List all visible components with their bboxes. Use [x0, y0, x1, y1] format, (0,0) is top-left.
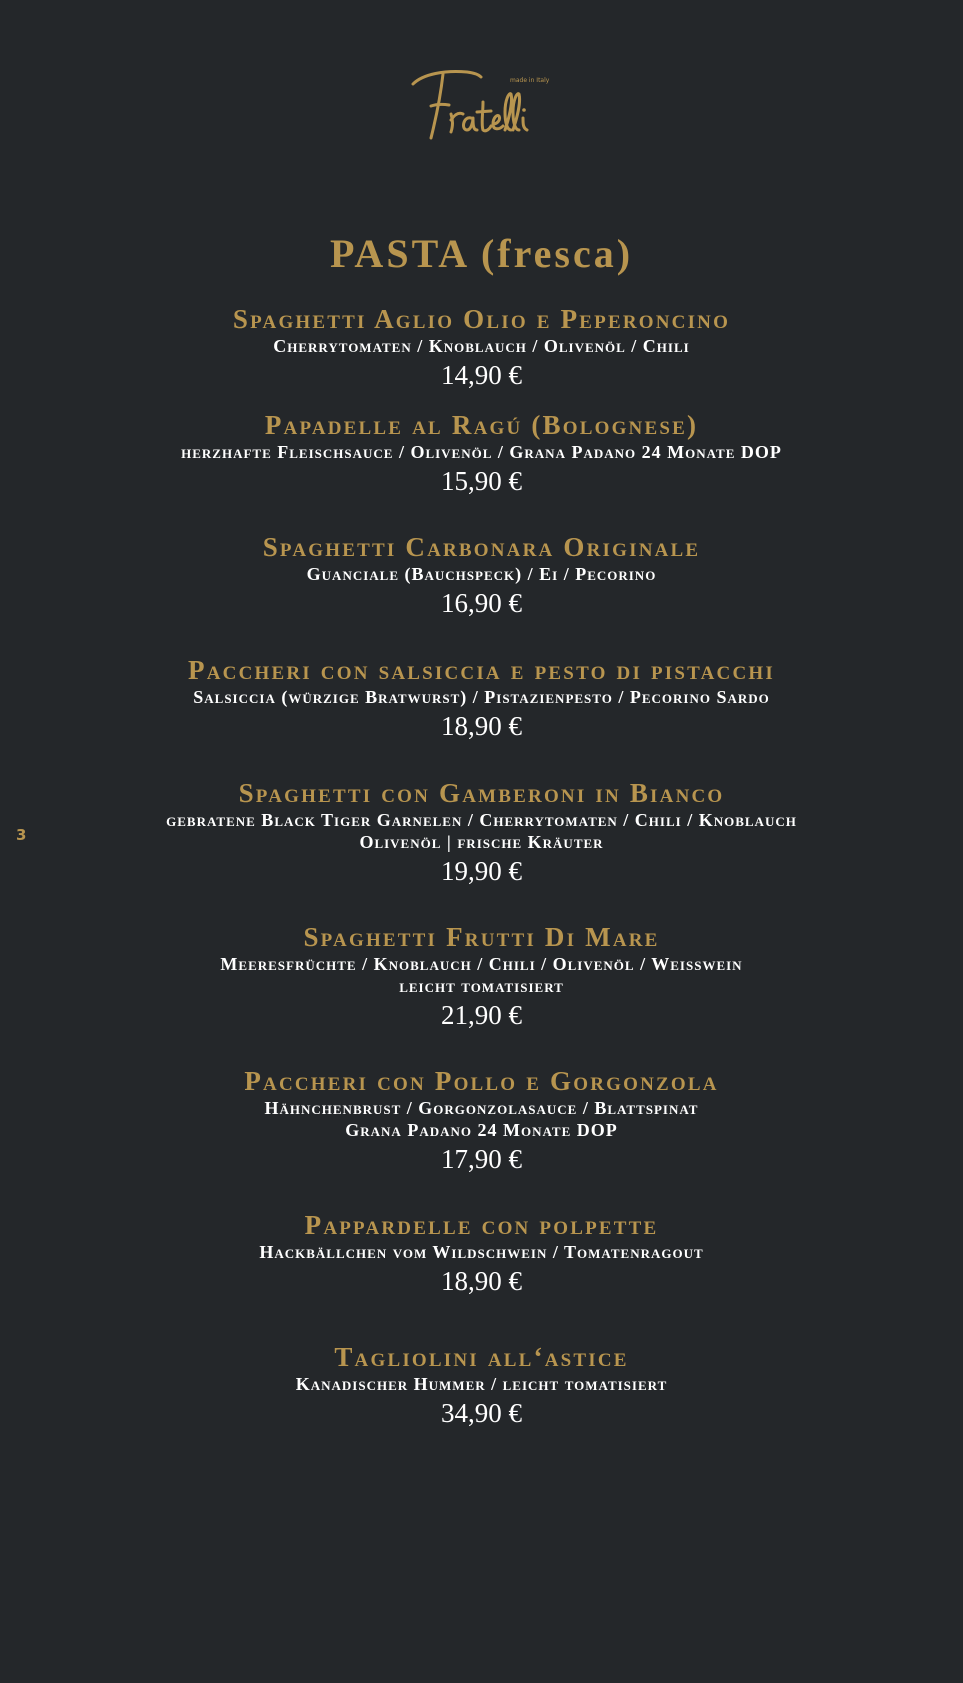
item-price: 17,90 €: [441, 1144, 522, 1174]
item-name: Spaghetti Carbonara Originale: [262, 532, 701, 562]
item-description: Meeresfrüchte / Knoblauch / Chili / Olivenöl / Weisswein: [220, 954, 743, 974]
item-description: Grana Padano 24 Monate DOP: [345, 1120, 618, 1140]
item-name: Pappardelle con polpette: [304, 1210, 659, 1240]
item-name: Spaghetti Frutti Di Mare: [303, 922, 660, 952]
item-name: Paccheri con salsiccia e pesto di pistacchi: [188, 655, 775, 685]
item-name: Spaghetti Aglio Olio e Peperoncino: [232, 304, 731, 334]
item-price: 19,90 €: [441, 856, 522, 886]
item-description: herzhafte Fleischsauce / Olivenöl / Grana Padano 24 Monate DOP: [181, 442, 782, 462]
item-description: Hackbällchen vom Wildschwein / Tomatenragout: [259, 1242, 704, 1262]
brand-tagline: made in Italy: [510, 77, 550, 84]
menu-item: [0, 1341, 963, 1429]
item-price: 18,90 €: [441, 1266, 522, 1296]
menu-item: [0, 654, 963, 742]
item-price: 18,90 €: [441, 711, 522, 741]
item-description: leicht tomatisiert: [399, 976, 564, 996]
page-number: 3: [16, 826, 27, 844]
item-name: Papadelle al Ragú (Bolognese): [264, 410, 699, 440]
item-price: 14,90 €: [441, 360, 522, 390]
item-description: gebratene Black Tiger Garnelen / Cherrytomaten / Chili / Knoblauch: [166, 810, 797, 830]
item-price: 15,90 €: [441, 466, 522, 496]
menu-item: [0, 1065, 963, 1175]
item-price: 21,90 €: [441, 1000, 522, 1030]
item-name: Paccheri con Pollo e Gorgonzola: [244, 1066, 719, 1096]
menu-item: [0, 777, 963, 887]
item-description: Guanciale (Bauchspeck) / Ei / Pecorino: [306, 564, 657, 584]
item-price: 16,90 €: [441, 588, 522, 618]
menu-item: [0, 531, 963, 619]
item-name: Tagliolini all‘astice: [334, 1342, 629, 1372]
menu-item: [0, 921, 963, 1031]
menu-item: [0, 409, 963, 497]
item-description: Hähnchenbrust / Gorgonzolasauce / Blattspinat: [264, 1098, 699, 1118]
item-description: Olivenöl | frische Kräuter: [359, 832, 604, 852]
fratelli-logo: [405, 62, 555, 152]
item-price: 34,90 €: [441, 1398, 522, 1428]
menu-item: [0, 1209, 963, 1297]
item-description: Cherrytomaten / Knoblauch / Olivenöl / Chili: [273, 336, 690, 356]
item-description: Kanadischer Hummer / leicht tomatisiert: [295, 1374, 668, 1394]
menu-item: [0, 303, 963, 391]
fratelli-logo-mark: [405, 62, 555, 152]
section-title: PASTA (fresca): [329, 231, 634, 276]
item-description: Salsiccia (würzige Bratwurst) / Pistazienpesto / Pecorino Sardo: [193, 687, 770, 707]
item-name: Spaghetti con Gamberoni in Bianco: [238, 778, 725, 808]
